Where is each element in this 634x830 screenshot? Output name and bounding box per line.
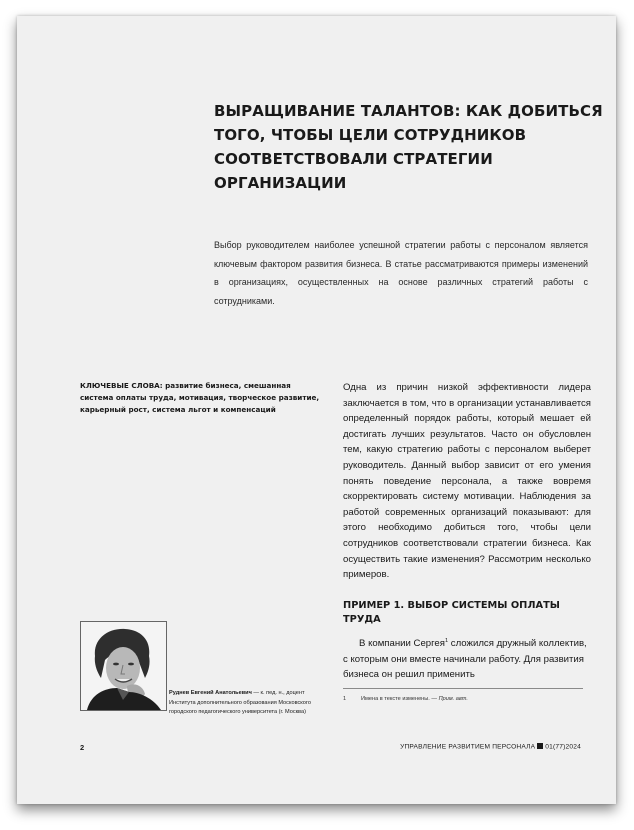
footnote-divider [343,688,583,689]
keywords-label: КЛЮЧЕВЫЕ СЛОВА: [80,381,163,390]
article-title: ВЫРАЩИВАНИЕ ТАЛАНТОВ: КАК ДОБИТЬСЯ ТОГО, ЧТОБЫ ЦЕЛИ СОТРУДНИКОВ СООТВЕТСТВОВАЛИ СТРАТЕГИИ ОРГАНИЗАЦИИ [214,102,603,192]
journal-page [17,16,616,804]
intro-paragraph: Одна из причин низкой эффективности лидера заключается в том, что в организации устанавливается определенный порядок работы, который мешает ей достигать лучших результатов. Часто он обусловлен тем, какую стратегию работы с персоналом выберет руководитель. Данный выбор зависит от его умения понять поведение персонала, а также вовремя скорректировать систему мотивации. Наблюдения за работой современных организаций показывают: для этого необходимо добиться того, чтобы цели сотрудников соответствовали стратегии бизнеса. Как осуществить такие изменения? Рассмотрим несколько примеров. [343,382,591,581]
author-portrait-illustration [81,622,166,710]
section-heading: ПРИМЕР 1. ВЫБОР СИСТЕМЫ ОПЛАТЫ ТРУДА [343,600,560,625]
footnote-number: 1 [343,696,347,702]
journal-name: УПРАВЛЕНИЕ РАЗВИТИЕМ ПЕРСОНАЛА [400,743,536,751]
section-paragraph [343,636,591,683]
section-text-start: В компании Сергея [359,638,445,649]
article-lead: Выбор руководителем наиболее успешной стратегии работы с персоналом является ключевым фактором развития бизнеса. В статье рассматриваются примеры изменений в организациях, осуществленных на основе различных стратегий работы с сотрудниками. [214,240,588,306]
footnote [343,695,591,703]
keywords-list: развитие бизнеса, смешанная система оплаты труда, мотивация, творческое развитие, карьерный рост, система льгот и компенсаций [80,381,320,414]
author-photo [80,621,167,711]
square-separator-icon [537,743,543,749]
footnote-ref: 1 [444,637,449,644]
issue-number: 01(77)2024 [545,743,581,751]
section-text-rest: сложился дружный коллектив, с которым они вместе начинали работу. Для развития бизнеса он решил применить [343,638,587,681]
footnote-text: Имена в тексте изменены. — [361,696,437,702]
author-details: — к. пед. н., доцент Института дополнительного образования Московского городского педагогического университета (г. Москва) [169,690,311,716]
author-name: Руднев Евгений Анатольевич [169,690,252,696]
footnote-note: Прим. авт. [438,696,468,702]
page-number: 2 [80,743,85,752]
keywords-block [80,380,320,416]
author-bio [169,689,329,718]
running-footer [400,743,581,751]
